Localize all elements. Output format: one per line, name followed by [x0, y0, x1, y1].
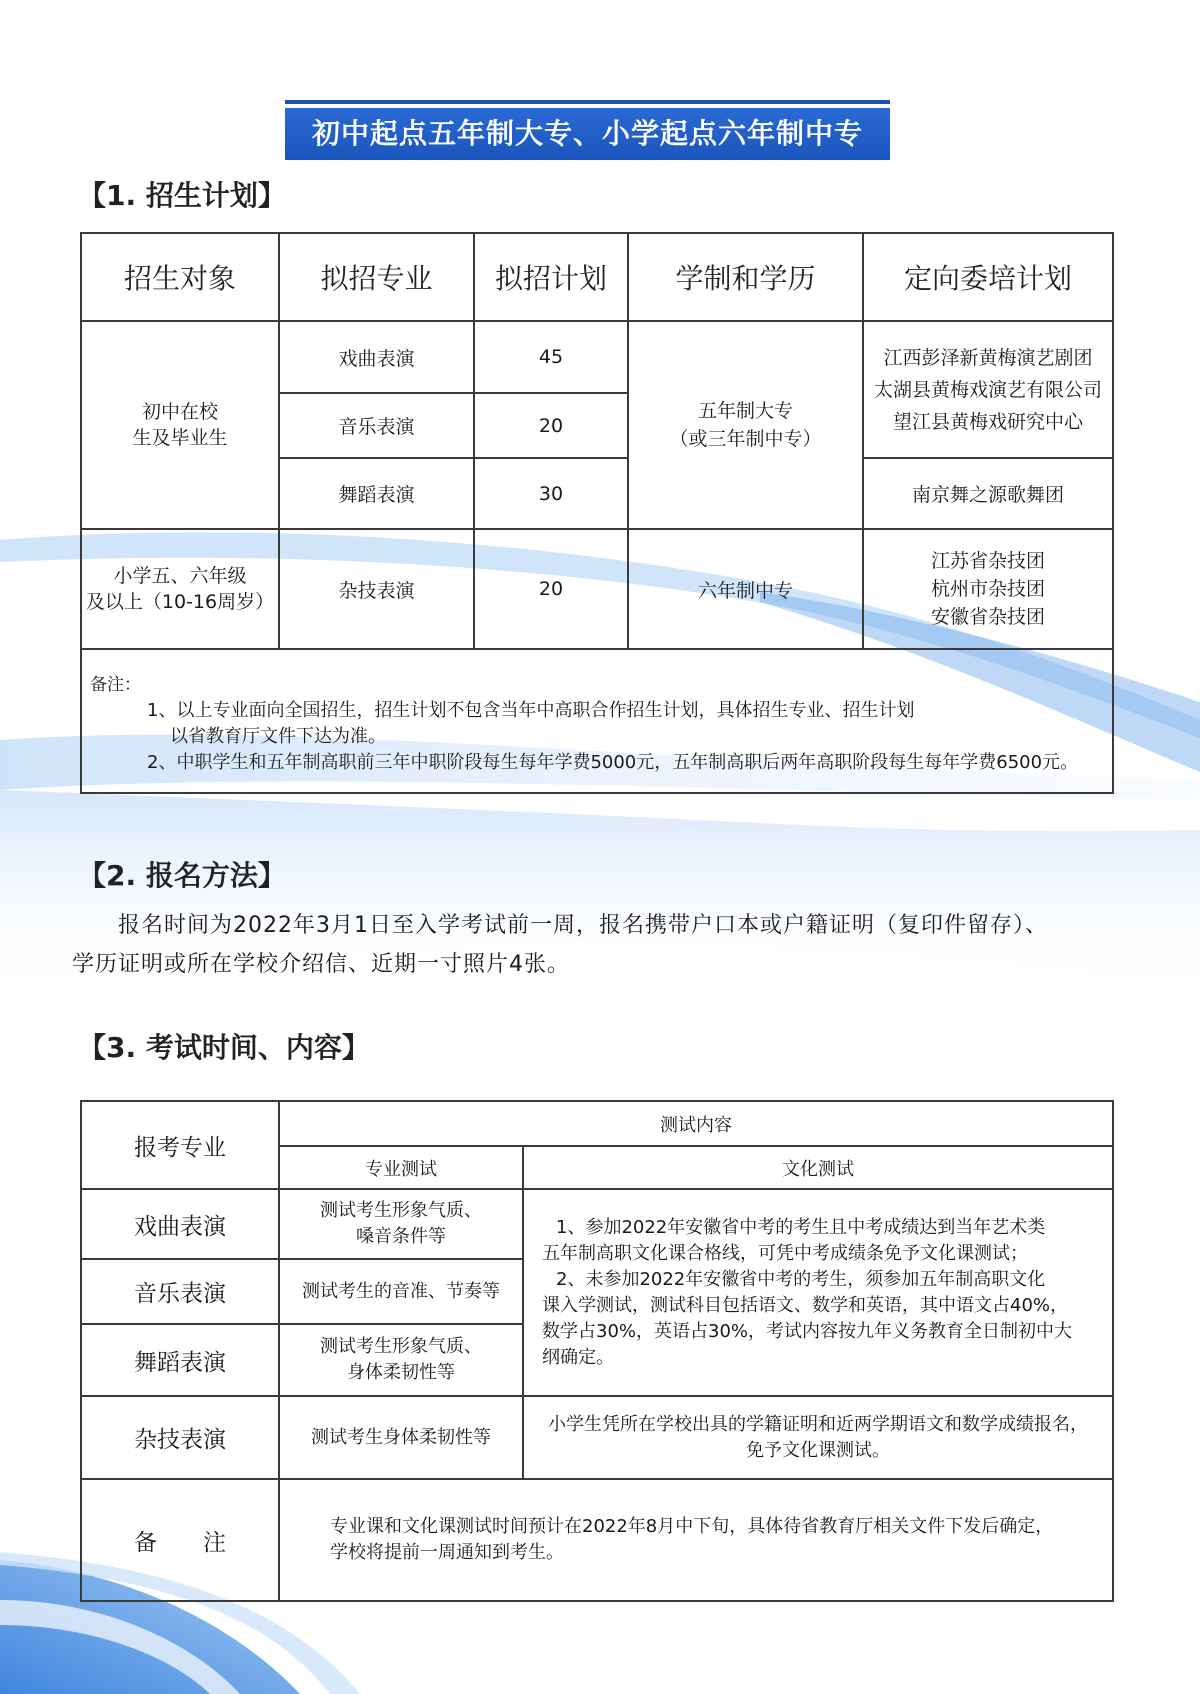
units-cell: 南京舞之源歌舞团: [863, 458, 1113, 529]
major-cell: 舞蹈表演: [279, 458, 474, 529]
units-cell: [863, 529, 1113, 649]
major-cell: 音乐表演: [279, 393, 474, 458]
header-culture-test: 文化测试: [523, 1146, 1113, 1189]
cell-line: 五年制大专: [697, 400, 793, 422]
cell-line: 测试考生身体柔韧性等: [311, 1426, 491, 1448]
section3-heading: 【3. 考试时间、内容】: [78, 1031, 370, 1064]
major-cell: 戏曲表演: [81, 1189, 279, 1259]
culture-test-cell: [523, 1396, 1113, 1479]
cell-line: 江西彭泽新黄梅演艺剧团: [883, 346, 1093, 369]
plan-cell: 20: [474, 529, 628, 649]
note-item-continuation: 以省教育厅文件下达为准。: [170, 726, 386, 747]
plan-cell: 20: [474, 393, 628, 458]
note-item: 1、以上专业面向全国招生，招生计划不包含当年中高职合作招生计划，具体招生专业、招生计划: [147, 700, 915, 721]
pro-test-cell: [279, 1259, 523, 1324]
pro-test-cell: [279, 1324, 523, 1396]
cell-line: 生及毕业生: [132, 427, 228, 449]
registration-paragraph: [72, 906, 1172, 984]
major-cell: 戏曲表演: [279, 321, 474, 393]
cell-line: 初中在校: [141, 401, 218, 423]
cell-line: 1、参加2022年安徽省中考的考生且中考成绩达到当年艺术类: [556, 1216, 1046, 1238]
remark-row: [81, 1479, 1113, 1601]
cell-line: 测试考生形象气质、: [320, 1336, 482, 1357]
enrollment-plan-table: [80, 232, 1114, 794]
note-cell: [81, 649, 1113, 793]
cell-line: 嗓音条件等: [356, 1226, 446, 1247]
header-major: 报考专业: [81, 1101, 279, 1189]
header-pro-test: 专业测试: [279, 1146, 523, 1189]
major-cell: 音乐表演: [81, 1259, 279, 1324]
cell-line: 小学五、六年级: [113, 565, 247, 587]
note-label: 备注：: [90, 675, 141, 695]
header-system: 学制和学历: [628, 233, 863, 321]
system-cell: [628, 321, 863, 529]
cell-line: 太湖县黄梅戏演艺有限公司: [873, 378, 1102, 401]
section1-heading: 【1. 招生计划】: [78, 179, 286, 212]
cell-line: 五年制高职文化课合格线，可凭中考成绩条免予文化课测试；: [542, 1242, 1028, 1264]
target-cell: [81, 321, 279, 529]
banner-top-line: [285, 100, 890, 104]
note-row: [81, 649, 1113, 793]
system-cell: 六年制中专: [628, 529, 863, 649]
remark-label: 备 注: [81, 1479, 279, 1601]
header-plan: 拟招计划: [474, 233, 628, 321]
cell-line: 小学生凭所在学校出具的学籍证明和近两学期语文和数学成绩报名，: [548, 1413, 1088, 1435]
target-cell: [81, 529, 279, 649]
cell-line: 2、未参加2022年安徽省中考的考生，须参加五年制高职文化: [556, 1268, 1046, 1290]
remark-cell: [279, 1479, 1113, 1601]
header-major: 拟招专业: [279, 233, 474, 321]
cell-line: 江苏省杂技团: [930, 550, 1045, 572]
table-row: [81, 1396, 1113, 1479]
header-content: 测试内容: [279, 1101, 1113, 1146]
cell-line: 免予文化课测试。: [746, 1439, 890, 1461]
table-header-row: [81, 1101, 1113, 1146]
cell-line: 课入学测试，测试科目包括语文、数学和英语，其中语文占40%，: [542, 1294, 1069, 1316]
note-item: 2、中职学生和五年制高职前三年中职阶段每生每年学费5000元，五年制高职后两年高职阶段每生每年学费6500元。: [147, 752, 1079, 773]
paragraph-line: 学历证明或所在学校介绍信、近期一寸照片4张。: [72, 952, 570, 977]
exam-content-table: [80, 1100, 1114, 1602]
plan-cell: 45: [474, 321, 628, 393]
major-cell: 杂技表演: [81, 1396, 279, 1479]
major-cell: 杂技表演: [279, 529, 474, 649]
header-target: 招生对象: [81, 233, 279, 321]
header-units: 定向委培计划: [863, 233, 1113, 321]
section2-heading: 【2. 报名方法】: [78, 859, 286, 892]
cell-line: 身体柔韧性等: [347, 1362, 455, 1383]
cell-line: （或三年制中专）: [669, 428, 822, 450]
plan-cell: 30: [474, 458, 628, 529]
cell-line: 测试考生形象气质、: [320, 1200, 482, 1221]
cell-line: 杭州市杂技团: [930, 578, 1045, 600]
major-cell: 舞蹈表演: [81, 1324, 279, 1396]
cell-line: 安徽省杂技团: [930, 606, 1045, 628]
pro-test-cell: [279, 1396, 523, 1479]
cell-line: 纲确定。: [542, 1346, 614, 1368]
cell-line: 及以上（10-16周岁）: [85, 591, 275, 613]
cell-line: 测试考生的音准、节奏等: [302, 1280, 500, 1302]
table-row: [81, 1189, 1113, 1259]
cell-line: 学校将提前一周通知到考生。: [330, 1542, 564, 1563]
culture-test-cell: [523, 1189, 1113, 1396]
paragraph-line: 报名时间为2022年3月1日至入学考试前一周，报名携带户口本或户籍证明（复印件留存）、: [118, 913, 1048, 938]
units-cell: [863, 321, 1113, 458]
table-row: [81, 529, 1113, 649]
table-row: [81, 321, 1113, 393]
page-title-banner: 初中起点五年制大专、小学起点六年制中专: [285, 108, 890, 160]
cell-line: 数学占30%，英语占30%，考试内容按九年义务教育全日制初中大: [542, 1320, 1073, 1342]
cell-line: 专业课和文化课测试时间预计在2022年8月中下旬，具体待省教育厅相关文件下发后确定，: [330, 1516, 1054, 1537]
table-header-row: [81, 233, 1113, 321]
cell-line: 望江县黄梅戏研究中心: [892, 410, 1083, 433]
pro-test-cell: [279, 1189, 523, 1259]
